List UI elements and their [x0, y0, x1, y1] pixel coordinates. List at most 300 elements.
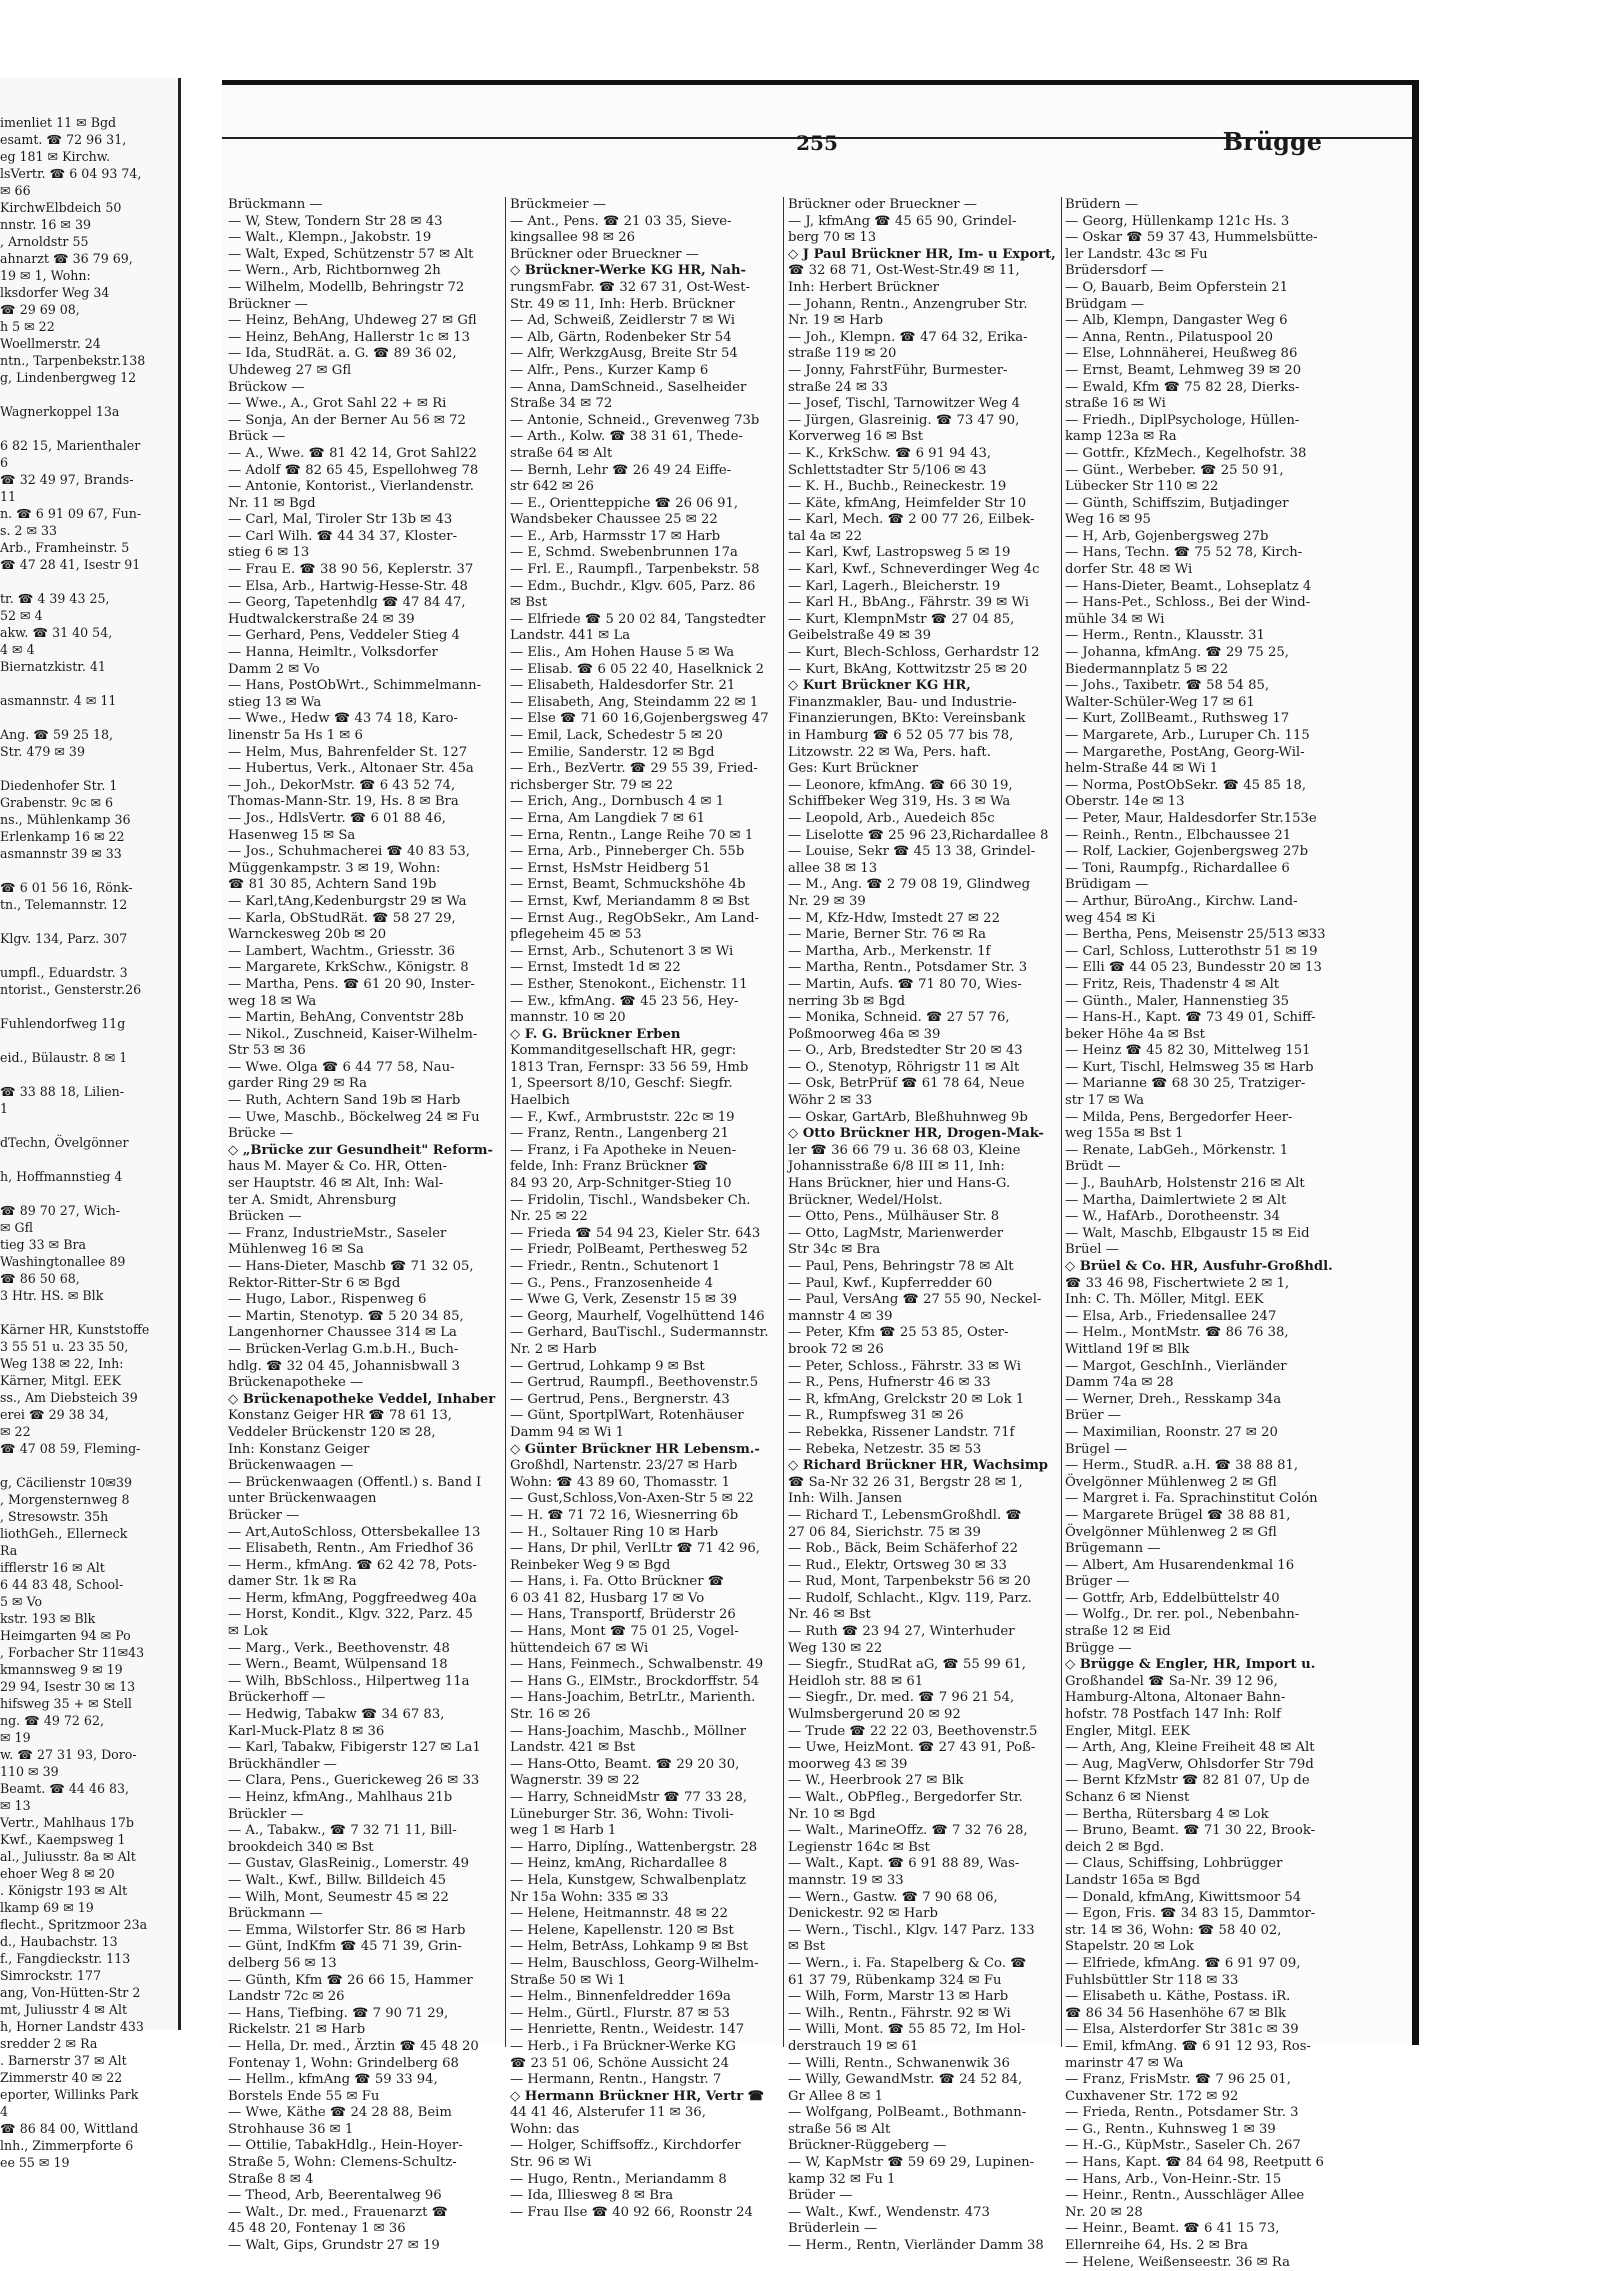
directory-entry-line: ◇ Brügge & Engler, HR, Import u.	[1065, 1657, 1316, 1673]
left-page-line: umpfl., Eduardstr. 3	[0, 965, 128, 980]
left-page-line: esamt. ☎ 72 96 31,	[0, 132, 127, 147]
directory-entry-line: — Frieda ☎ 54 94 23, Kieler Str. 643	[510, 1225, 761, 1241]
left-page-line: 3 Htr. HS. ✉ Blk	[0, 1288, 104, 1303]
directory-entry-line: — Gerhard, BauTischl., Sudermannstr.	[510, 1325, 769, 1341]
directory-entry-line: — Adolf ☎ 82 65 45, Espellohweg 78	[228, 462, 479, 478]
directory-entry-line: — Ernst, HsMstr Heidberg 51	[510, 860, 711, 876]
left-page-line: ☎ 32 49 97, Brands-	[0, 472, 134, 487]
left-page-line: Simrockstr. 177	[0, 1968, 102, 1983]
directory-entry-line: Brüer —	[1065, 1408, 1121, 1424]
directory-entry-line: — Leopold, Arb., Auedeich 85c	[788, 810, 995, 826]
directory-entry-line: — Wwe. Olga ☎ 6 44 77 58, Nau-	[228, 1059, 455, 1075]
directory-entry-line: Brücke —	[228, 1126, 294, 1142]
directory-entry-line: — Hans-Joachim, Maschb., Möllner	[510, 1723, 747, 1739]
directory-entry-line: 44 41 46, Alsterufer 11 ✉ 36,	[510, 2105, 706, 2121]
directory-entry-line: str. 14 ✉ 36, Wohn: ☎ 58 40 02,	[1065, 1922, 1282, 1938]
directory-entry-line: — Siegfr., Dr. med. ☎ 7 96 21 54,	[788, 1690, 1015, 1706]
directory-entry-line: — Willi, Mont. ☎ 55 85 72, Im Hol-	[788, 2022, 1026, 2038]
directory-entry-line: Damm 2 ✉ Vo	[228, 661, 320, 677]
left-page-line: flecht., Spritzmoor 23a	[0, 1917, 148, 1932]
directory-entry-line: — Ernst, Beamt, Lehmweg 39 ✉ 20	[1065, 362, 1302, 378]
page-header	[222, 85, 1412, 156]
directory-entry-line: — Franz, IndustrieMstr., Saseler	[228, 1225, 447, 1241]
directory-entry-line: — Helm., Binnenfeldredder 169a	[510, 1989, 731, 2005]
directory-entry-line: — Karl, Mech. ☎ 2 00 77 26, Eilbek-	[788, 512, 1035, 528]
left-page-line: w. ☎ 27 31 93, Doro-	[0, 1747, 137, 1762]
directory-entry-line: — Osk, BetrPrüf ☎ 61 78 64, Neue	[788, 1076, 1025, 1092]
directory-entry-line: — H., Soltauer Ring 10 ✉ Harb	[510, 1524, 719, 1540]
directory-entry-line: weg 1 ✉ Harb 1	[510, 1823, 617, 1839]
left-page-line: ☎ 6 01 56 16, Rönk-	[0, 880, 133, 895]
directory-entry-line: — Ewald, Kfm ☎ 75 82 28, Dierks-	[1065, 379, 1300, 395]
directory-entry-line: — Walt., Kwf., Wendenstr. 473	[788, 2204, 990, 2220]
directory-entry-line: — Bertha, Rütersbarg 4 ✉ Lok	[1065, 1806, 1269, 1822]
directory-entry-line: weg 18 ✉ Wa	[228, 993, 317, 1009]
directory-entry-line: — Käte, kfmAng, Heimfelder Str 10	[788, 495, 1027, 511]
directory-entry-line: Nr. 46 ✉ Bst	[788, 1607, 871, 1623]
directory-entry-line: hüttendeich 67 ✉ Wi	[510, 1640, 649, 1656]
directory-entry-line: — Rolf, Lackier, Gojenbergsweg 27b	[1065, 844, 1309, 860]
column-divider	[505, 197, 506, 2047]
directory-entry-line: mannstr. 10 ✉ 20	[510, 1010, 626, 1026]
directory-entry-line: moorweg 43 ✉ 39	[788, 1756, 908, 1772]
left-page-line	[0, 420, 149, 437]
left-page-line: Heimgarten 94 ✉ Po	[0, 1628, 131, 1643]
directory-entry-line: Biedermannplatz 5 ✉ 22	[1065, 661, 1229, 677]
directory-entry-line: — Liselotte ☎ 25 96 23,Richardallee 8	[788, 827, 1049, 843]
directory-entry-line: ◇ Hermann Brückner HR, Vertr ☎	[510, 2088, 765, 2104]
directory-entry-line: Poßmoorweg 46a ✉ 39	[788, 1026, 941, 1042]
directory-entry-line: allee 38 ✉ 13	[788, 860, 878, 876]
left-page-line: asmannstr. 4 ✉ 11	[0, 693, 117, 708]
left-page-line: ✉ Gfl	[0, 1220, 34, 1235]
left-page-line: ✉ 22	[0, 1424, 31, 1439]
left-page-line: mt, Juliusstr 4 ✉ Alt	[0, 2002, 128, 2017]
left-page-line: ☎ 86 50 68,	[0, 1271, 80, 1286]
directory-entry-line: — Wilh., Rentn., Fährstr. 92 ✉ Wi	[788, 2005, 1011, 2021]
directory-entry-line: — W, KapMstr ☎ 59 69 29, Lupinen-	[788, 2155, 1035, 2171]
left-page-line: 6 44 83 48, School-	[0, 1577, 124, 1592]
directory-entry-line: — Wwe G, Verk, Zesenstr 15 ✉ 39	[510, 1292, 738, 1308]
left-page-fragment	[0, 78, 181, 2170]
directory-entry-line: — W., Heerbrook 27 ✉ Blk	[788, 1773, 964, 1789]
directory-entry-line: — Otto, LagMstr, Marienwerder	[788, 1225, 1004, 1241]
directory-entry-line: — Karl, Tabakw, Fibigerstr 127 ✉ La1	[228, 1740, 481, 1756]
directory-entry-line: Inh: Herbert Brückner	[788, 279, 939, 295]
directory-entry-line: — Carl, Mal, Tiroler Str 13b ✉ 43	[228, 512, 453, 528]
directory-entry-line: — Heinz ☎ 45 82 30, Mittelweg 151	[1065, 1043, 1311, 1059]
directory-entry-line: mühle 34 ✉ Wi	[1065, 611, 1165, 627]
left-page-line: sredder 2 ✉ Ra	[0, 2036, 98, 2051]
directory-entry-line: — Karl,tAng,Kedenburgstr 29 ✉ Wa	[228, 893, 467, 909]
directory-entry-line: — Gottfr., KfzMech., Kegelhofstr. 38	[1065, 445, 1307, 461]
directory-entry-line: — Milda, Pens, Bergedorfer Heer-	[1065, 1109, 1293, 1125]
directory-entry-line: — Elfriede, kfmAng. ☎ 6 91 97 09,	[1065, 1955, 1301, 1971]
left-page-line: h, Hoffmannstieg 4	[0, 1169, 123, 1184]
left-page-line: , Morgensternweg 8	[0, 1492, 130, 1507]
left-page-line: Erlenkamp 16 ✉ 22	[0, 829, 125, 844]
directory-entry-line: Kommanditgesellschaft HR, gegr:	[510, 1043, 737, 1059]
directory-entry-line: — Hela, Kunstgew, Schwalbenplatz	[510, 1872, 746, 1888]
directory-entry-line: — Donald, kfmAng, Kiwittsmoor 54	[1065, 1889, 1302, 1905]
directory-entry-line: delberg 56 ✉ 13	[228, 1955, 337, 1971]
directory-entry-line: — Günth, Kfm ☎ 26 66 15, Hammer	[228, 1972, 473, 1988]
directory-entry-line: — Gertrud, Lohkamp 9 ✉ Bst	[510, 1358, 705, 1374]
directory-entry-line: — K. H., Buchb., Reineckestr. 19	[788, 479, 1007, 495]
left-page-line: . Königstr 193 ✉ Alt	[0, 1883, 128, 1898]
directory-entry-line: — Hella, Dr. med., Ärztin ☎ 45 48 20	[228, 2038, 479, 2054]
directory-entry-line: — Friedh., DiplPsychologe, Hüllen-	[1065, 412, 1300, 428]
left-page-line: ntn., Tarpenbekstr.138	[0, 353, 146, 368]
directory-entry-line: — Margarete Brügel ☎ 38 88 81,	[1065, 1507, 1291, 1523]
directory-entry-line: — Karl, Kwf, Lastropsweg 5 ✉ 19	[788, 545, 1011, 561]
directory-entry-line: Str. 16 ✉ 26	[510, 1707, 591, 1723]
left-page-line: Vertr., Mahlhaus 17b	[0, 1815, 134, 1830]
directory-entry-line: — Gottfr, Arb, Eddelbüttelstr 40	[1065, 1590, 1280, 1606]
left-page-line: Biernatzkistr. 41	[0, 659, 106, 674]
directory-entry-line: — Martha, Daimlertwiete 2 ✉ Alt	[1065, 1192, 1287, 1208]
directory-entry-line: — Frau Ilse ☎ 40 92 66, Roonstr 24	[510, 2204, 753, 2220]
directory-entry-line: helm-Straße 44 ✉ Wi 1	[1065, 761, 1219, 777]
directory-entry-line: — Ernst Aug., RegObSekr., Am Land-	[510, 910, 760, 926]
left-page-line	[0, 1066, 149, 1083]
directory-entry-line: — Erna, Arb., Pinneberger Ch. 55b	[510, 844, 745, 860]
directory-entry-line: — Rud., Elektr, Ortsweg 30 ✉ 33	[788, 1557, 1007, 1573]
directory-entry-line: linenstr 5a Hs 1 ✉ 6	[228, 728, 363, 743]
left-page-line: hifsweg 35 + ✉ Stell	[0, 1696, 132, 1711]
directory-entry-line: felde, Inh: Franz Brückner ☎	[510, 1159, 709, 1175]
directory-entry-line: — Renate, LabGeh., Mörkenstr. 1	[1065, 1142, 1289, 1158]
directory-entry-line: — Karl, Kwf., Schneverdinger Weg 4c	[788, 562, 1040, 578]
directory-entry-line: — Heinz, BehAng, Hallerstr 1c ✉ 13	[228, 329, 471, 345]
directory-entry-line: Wittland 19f ✉ Blk	[1065, 1341, 1190, 1357]
directory-entry-line: mannstr. 19 ✉ 33	[788, 1872, 904, 1888]
directory-entry-line: Nr. 11 ✉ Bgd	[228, 495, 316, 511]
left-page-line	[0, 1304, 149, 1321]
directory-entry-line: — Harro, Diplíng., Wattenbergstr. 28	[510, 1839, 758, 1855]
left-page-line: lsVertr. ☎ 6 04 93 74,	[0, 166, 142, 181]
directory-entry-line: — Carl Wilh. ☎ 44 34 37, Kloster-	[228, 528, 458, 544]
directory-entry-line: — Kurt, Tischl, Helmsweg 35 ✉ Harb	[1065, 1059, 1314, 1075]
directory-entry-line: weg 454 ✉ Ki	[1065, 910, 1156, 926]
left-page-line: liothGeh., Ellerneck	[0, 1526, 128, 1541]
directory-entry-line: — Ad, Schweiß, Zeidlerstr 7 ✉ Wi	[510, 313, 736, 329]
left-page-line: tr. ☎ 4 39 43 25,	[0, 591, 110, 606]
left-page-line: 29 94, Isestr 30 ✉ 13	[0, 1679, 136, 1694]
directory-entry-line: Weg 16 ✉ 95	[1065, 512, 1151, 528]
directory-entry-line: — E., Arb, Harmsstr 17 ✉ Harb	[510, 528, 721, 544]
directory-entry-line: ◇ F. G. Brückner Erben	[510, 1026, 681, 1042]
directory-entry-line: ◇ Brückenapotheke Veddel, Inhaber	[228, 1391, 496, 1407]
directory-entry-line: — Karl H., BbAng., Fährstr. 39 ✉ Wi	[788, 595, 1030, 611]
directory-entry-line: — Wern., Beamt, Wülpensand 18	[228, 1657, 448, 1673]
directory-entry-line: Legienstr 164c ✉ Bst	[788, 1839, 930, 1855]
directory-entry-line: Cuxhavener Str. 172 ✉ 92	[1065, 2088, 1239, 2104]
directory-entry-line: Wohn: das	[510, 2121, 580, 2137]
directory-entry-line: — Alfr., Pens., Kurzer Kamp 6	[510, 362, 709, 378]
directory-entry-line: Str 53 ✉ 36	[228, 1043, 306, 1059]
directory-entry-line: Weg 130 ✉ 22	[788, 1640, 883, 1656]
directory-entry-line: — Claus, Schiffsing, Lohbrügger	[1065, 1856, 1283, 1872]
directory-column-3	[788, 197, 1058, 2254]
directory-entry-line: ◇ Richard Brückner HR, Wachsimp	[788, 1458, 1049, 1474]
directory-entry-line: Wagnerstr. 39 ✉ 22	[510, 1773, 640, 1789]
directory-entry-line: — Marianne ☎ 68 30 25, Tratziger-	[1065, 1076, 1306, 1092]
directory-entry-line: — Erna, Rentn., Lange Reihe 70 ✉ 1	[510, 827, 754, 843]
directory-entry-line: — Herm., StudR. a.H. ☎ 38 88 81,	[1065, 1458, 1299, 1474]
directory-entry-line: — Johanna, kfmAng. ☎ 29 75 25,	[1065, 645, 1289, 661]
directory-entry-line: — Antonie, Schneid., Grevenweg 73b	[510, 412, 760, 428]
left-page-line: Str. 479 ✉ 39	[0, 744, 85, 759]
directory-entry-line: — Karl, Lagerh., Bleicherstr. 19	[788, 578, 1001, 594]
directory-entry-line: Brügemann —	[1065, 1541, 1161, 1557]
directory-entry-line: — Margret i. Fa. Sprachinstitut Colón	[1065, 1491, 1318, 1507]
directory-entry-line: Uhdeweg 27 ✉ Gfl	[228, 362, 352, 378]
directory-entry-line: — Martin, Stenotyp. ☎ 5 20 34 85,	[228, 1308, 464, 1324]
directory-entry-line: Övelgönner Mühlenweg 2 ✉ Gfl	[1065, 1524, 1277, 1540]
left-page-line	[0, 1185, 149, 1202]
directory-entry-line: — Herm., Rentn., Klausstr. 31	[1065, 628, 1265, 644]
directory-entry-line: — Karla, ObStudRät. ☎ 58 27 29,	[228, 910, 456, 926]
directory-entry-line: — Ernst, Beamt, Schmuckshöhe 4b	[510, 877, 746, 893]
directory-entry-line: — O, Bauarb, Beim Opferstein 21	[1065, 279, 1289, 295]
directory-entry-line: — Wolfg., Dr. rer. pol., Nebenbahn-	[1065, 1607, 1300, 1623]
directory-entry-line: — Heinz, BehAng, Uhdeweg 27 ✉ Gfl	[228, 313, 477, 329]
left-page-line: 52 ✉ 4	[0, 608, 43, 623]
directory-entry-line: hofstr. 78 Postfach 147 Inh: Rolf	[1065, 1707, 1281, 1723]
directory-column-1	[228, 197, 503, 2254]
directory-entry-line: — Ruth ☎ 23 94 27, Winterhuder	[788, 1624, 1015, 1640]
directory-entry-line: — Erna, Am Langdiek 7 ✉ 61	[510, 810, 706, 826]
left-page-line: 4 ✉ 4	[0, 642, 35, 657]
left-page-line: lksdorfer Weg 34	[0, 285, 110, 300]
directory-entry-line: Brückenwaagen —	[228, 1458, 354, 1474]
directory-entry-line: — Bernt KfzMstr ☎ 82 81 07, Up de	[1065, 1773, 1310, 1789]
left-page-line: ehoer Weg 8 ✉ 20	[0, 1866, 115, 1881]
directory-entry-line: — Uwe, Maschb., Böckelweg 24 ✉ Fu	[228, 1109, 480, 1125]
directory-entry-line: beker Höhe 4a ✉ Bst	[1065, 1026, 1205, 1042]
directory-entry-line: — Marie, Berner Str. 76 ✉ Ra	[788, 927, 986, 943]
directory-entry-line: ☎ 81 30 85, Achtern Sand 19b	[228, 877, 437, 893]
directory-entry-line: Brüdersdorf —	[1065, 263, 1164, 279]
left-page-line: Wagnerkoppel 13a	[0, 404, 120, 419]
left-page-line: lkamp 69 ✉ 19	[0, 1900, 94, 1915]
directory-entry-line: — Theod, Arb, Beerentalweg 96	[228, 2188, 442, 2204]
directory-entry-line: — Ernst, Imstedt 1d ✉ 22	[510, 960, 681, 976]
left-page-line: Washingtonallee 89	[0, 1254, 126, 1269]
directory-entry-line: — Elis., Am Hohen Hause 5 ✉ Wa	[510, 645, 735, 661]
directory-entry-line: — Elsa, Arb., Friedensallee 247	[1065, 1308, 1277, 1324]
directory-entry-line: — Oskar ☎ 59 37 43, Hummelsbütte-	[1065, 230, 1318, 246]
directory-entry-line: — Franz, Rentn., Langenberg 21	[510, 1126, 729, 1142]
directory-entry-line: — Reinh., Rentn., Elbchaussee 21	[1065, 827, 1292, 843]
directory-entry-line: Konstanz Geiger HR ☎ 78 61 13,	[228, 1408, 452, 1424]
directory-entry-line: ler Landstr. 43c ✉ Fu	[1065, 246, 1208, 262]
directory-entry-line: ✉ Bst	[510, 595, 547, 611]
left-page-line: Woellmerstr. 24	[0, 336, 101, 351]
directory-entry-line: Schlettstadter Str 5/106 ✉ 43	[788, 462, 987, 478]
directory-entry-line: — Wilh, Form, Marstr 13 ✉ Harb	[788, 1989, 1009, 2005]
directory-entry-line: — Helm., Gürtl., Flurstr. 87 ✉ 53	[510, 2005, 730, 2021]
directory-entry-line: Thomas-Mann-Str. 19, Hs. 8 ✉ Bra	[228, 794, 459, 810]
directory-entry-line: Fuhlsbüttler Str 118 ✉ 33	[1065, 1972, 1239, 1988]
directory-entry-line: ◇ J Paul Brückner HR, Im- u Export,	[788, 246, 1056, 262]
directory-entry-line: Nr. 29 ✉ 39	[788, 893, 866, 909]
directory-entry-line: — Friedr., Rentn., Schutenort 1	[510, 1259, 721, 1274]
directory-entry-line: Lübecker Str 110 ✉ 22	[1065, 479, 1219, 495]
left-page-line: ☎ 89 70 27, Wich-	[0, 1203, 120, 1218]
directory-entry-line: Landstr. 441 ✉ La	[510, 628, 631, 644]
directory-entry-line: — Brücken-Verlag G.m.b.H., Buch-	[228, 1341, 459, 1357]
directory-entry-line: Brückner —	[228, 296, 308, 312]
directory-entry-line: — J., BauhArb, Holstenstr 216 ✉ Alt	[1065, 1176, 1305, 1192]
directory-entry-line: Finanzmakler, Bau- und Industrie-	[788, 694, 1017, 710]
directory-entry-line: — Alfr, WerkzgAusg, Breite Str 54	[510, 346, 738, 362]
directory-entry-line: — Otto, Pens., Mülhäuser Str. 8	[788, 1209, 1000, 1225]
directory-entry-line: richsberger Str. 79 ✉ 22	[510, 777, 674, 793]
directory-entry-line: — Erich, Ang., Dornbusch 4 ✉ 1	[510, 794, 725, 810]
directory-entry-line: — Wilhelm, Modellb, Behringstr 72	[228, 279, 465, 295]
directory-entry-line: — Fritz, Reis, Thadenstr 4 ✉ Alt	[1065, 976, 1280, 992]
directory-entry-line: Landstr 165a ✉ Bgd	[1065, 1872, 1201, 1888]
directory-entry-line: 1, Speersort 8/10, Geschf: Siegfr.	[510, 1076, 733, 1092]
directory-entry-line: — Jos., HdlsVertr. ☎ 6 01 88 46,	[228, 810, 446, 826]
left-page-line: kstr. 193 ✉ Blk	[0, 1611, 96, 1626]
directory-entry-line: — Arthur, BüroAng., Kirchw. Land-	[1065, 893, 1298, 909]
directory-entry-line: ◇ Kurt Brückner KG HR,	[788, 678, 971, 694]
directory-entry-line: Nr. 25 ✉ 22	[510, 1209, 588, 1225]
left-page-line	[0, 709, 149, 726]
directory-entry-line: — Herb., i Fa Brückner-Werke KG	[510, 2038, 736, 2054]
directory-entry-line: — Wilh, BbSchloss., Hilpertweg 11a	[228, 1673, 470, 1689]
directory-entry-line: Mühlenweg 16 ✉ Sa	[228, 1242, 364, 1258]
directory-entry-line: — Helene, Weißenseestr. 36 ✉ Ra	[1065, 2254, 1290, 2270]
directory-entry-line: ◇ „Brücke zur Gesundheit" Reform-	[228, 1142, 493, 1158]
directory-entry-line: — Helm., MontMstr. ☎ 86 76 38,	[1065, 1325, 1289, 1341]
directory-entry-line: — Walt., Klempn., Jakobstr. 19	[228, 230, 432, 246]
directory-entry-line: — Elisabeth u. Käthe, Postass. iR.	[1065, 1989, 1291, 2005]
directory-entry-line: — Heinz, kmAng, Richardallee 8	[510, 1856, 728, 1872]
directory-entry-line: — Hugo, Rentn., Meriandamm 8	[510, 2171, 727, 2187]
left-page-line: 5 ✉ Vo	[0, 1594, 43, 1609]
directory-entry-line: — Rud, Mont, Tarpenbekstr 56 ✉ 20	[788, 1574, 1031, 1590]
directory-entry-line: ter A. Smidt, Ahrensburg	[228, 1192, 397, 1208]
left-page-line: 1	[0, 1101, 9, 1116]
left-page-line: eid., Bülaustr. 8 ✉ 1	[0, 1050, 128, 1065]
directory-entry-line: Brückner oder Brueckner —	[510, 246, 699, 262]
directory-entry-line: straße 24 ✉ 33	[788, 379, 889, 395]
directory-entry-line: Hamburg-Altona, Altonaer Bahn-	[1065, 1690, 1286, 1706]
directory-entry-line: deich 2 ✉ Bgd.	[1065, 1839, 1165, 1855]
directory-entry-line: Hans Brückner, hier und Hans-G.	[788, 1176, 1011, 1192]
directory-entry-line: — Elsa, Arb., Hartwig-Hesse-Str. 48	[228, 578, 468, 594]
directory-entry-line: — Holger, Schiffsoffz., Kirchdorfer	[510, 2138, 741, 2154]
directory-entry-line: — Hans, Techn. ☎ 75 52 78, Kirch-	[1065, 545, 1303, 561]
left-page-line: ☎ 86 84 00, Wittland	[0, 2121, 139, 2136]
left-page-line: nnstr. 16 ✉ 39	[0, 217, 91, 232]
directory-entry-line: Oberstr. 14e ✉ 13	[1065, 794, 1185, 810]
directory-entry-line: unter Brückenwaagen	[228, 1491, 377, 1507]
directory-entry-line: — Wern., Gastw. ☎ 7 90 68 06,	[788, 1889, 998, 1905]
directory-entry-line: — Ant., Pens. ☎ 21 03 35, Sieve-	[510, 213, 732, 229]
left-page-line: Kwf., Kaempsweg 1	[0, 1832, 126, 1847]
directory-entry-line: — Joh., DekorMstr. ☎ 6 43 52 74,	[228, 777, 456, 793]
directory-entry-line: — Elisabeth, Haldesdorfer Str. 21	[510, 678, 736, 694]
directory-entry-line: Rektor-Ritter-Str 6 ✉ Bgd	[228, 1275, 401, 1291]
left-page-line	[0, 386, 149, 403]
directory-entry-line: — Hans, Kapt. ☎ 84 64 98, Reetputt 6	[1065, 2155, 1324, 2171]
directory-entry-line: Rickelstr. 21 ✉ Harb	[228, 2022, 366, 2038]
directory-entry-line: — K., KrkSchw. ☎ 6 91 94 43,	[788, 445, 992, 461]
directory-entry-line: — Hans, Tiefbing. ☎ 7 90 71 29,	[228, 2005, 449, 2021]
directory-entry-line: — Jonny, FahrstFühr, Burmester-	[788, 362, 1008, 378]
directory-entry-line: Brückmann —	[228, 1906, 323, 1922]
directory-entry-line: Litzowstr. 22 ✉ Wa, Pers. haft.	[788, 744, 991, 760]
directory-entry-line: — Margarete, KrkSchw., Königstr. 8	[228, 960, 469, 976]
directory-entry-line: Brüdern —	[1065, 197, 1138, 212]
directory-entry-line: — Egon, Fris. ☎ 34 83 15, Dammtor-	[1065, 1906, 1316, 1922]
directory-entry-line: 61 37 79, Rübenkamp 324 ✉ Fu	[788, 1972, 1002, 1988]
left-page-line: Arb., Framheinstr. 5	[0, 540, 130, 555]
directory-entry-line: — Arth., Kolw. ☎ 38 31 61, Thede-	[510, 429, 743, 445]
directory-entry-line: Nr. 2 ✉ Harb	[510, 1341, 597, 1357]
directory-entry-line: ✉ Bst	[788, 1939, 825, 1955]
directory-entry-line: Nr. 10 ✉ Bgd	[788, 1806, 876, 1822]
directory-entry-line: — Anna, Rentn., Pilatuspool 20	[1065, 329, 1273, 345]
directory-entry-line: Schanz 6 ✉ Nienst	[1065, 1790, 1190, 1805]
directory-entry-line: Brüger —	[1065, 1574, 1130, 1590]
directory-entry-line: — Kurt, ZollBeamt., Ruthsweg 17	[1065, 711, 1290, 727]
left-page-line: Diedenhofer Str. 1	[0, 778, 118, 793]
directory-entry-line: Brüder —	[788, 2188, 853, 2204]
directory-entry-line: Brüdigam —	[1065, 877, 1149, 893]
left-page-line: eporter, Willinks Park	[0, 2087, 139, 2102]
directory-entry-line: — Walt., ObPfleg., Bergedorfer Str.	[788, 1790, 1023, 1805]
directory-entry-line: — Hugo, Labor., Rispenweg 6	[228, 1292, 427, 1308]
left-page-line: Kärner HR, Kunststoffe	[0, 1322, 150, 1337]
directory-entry-line: — H.-G., KüpMstr., Saseler Ch. 267	[1065, 2138, 1301, 2154]
left-page-line: ifflerstr 16 ✉ Alt	[0, 1560, 105, 1575]
directory-entry-line: — W, Stew, Tondern Str 28 ✉ 43	[228, 213, 443, 229]
directory-entry-line: — Wolfgang, PolBeamt., Bothmann-	[788, 2105, 1027, 2121]
directory-entry-line: Inh: Konstanz Geiger	[228, 1441, 370, 1457]
left-page-line: kmannsweg 9 ✉ 19	[0, 1662, 123, 1677]
directory-entry-line: — Werner, Dreh., Resskamp 34a	[1065, 1391, 1282, 1407]
directory-entry-line: Reinbeker Weg 9 ✉ Bgd	[510, 1557, 671, 1573]
directory-entry-line: — Günt, IndKfm ☎ 45 71 39, Grin-	[228, 1939, 462, 1955]
left-page-line	[0, 998, 149, 1015]
left-page-line: ahnarzt ☎ 36 79 69,	[0, 251, 133, 266]
directory-entry-line: Brückenapotheke —	[228, 1375, 364, 1391]
directory-entry-line: stieg 6 ✉ 13	[228, 545, 310, 561]
directory-entry-line: Johannisstraße 6/8 III ✉ 11, Inh:	[788, 1159, 1005, 1175]
directory-entry-line: Nr 15a Wohn: 335 ✉ 33	[510, 1889, 669, 1905]
directory-entry-line: 45 48 20, Fontenay 1 ✉ 36	[228, 2221, 406, 2237]
directory-entry-line: — Willy, GewandMstr. ☎ 24 52 84,	[788, 2072, 1023, 2088]
directory-entry-line: — Gustav, GlasReinig., Lomerstr. 49	[228, 1856, 470, 1872]
directory-entry-line: — Paul, VersAng ☎ 27 55 90, Neckel-	[788, 1292, 1042, 1308]
directory-entry-line: Karl-Muck-Platz 8 ✉ 36	[228, 1723, 385, 1739]
directory-entry-line: — Günth, Schiffszim, Butjadinger	[1065, 495, 1289, 511]
directory-entry-line: Brüderlein —	[788, 2221, 878, 2237]
left-page-line: ☎ 33 88 18, Lilien-	[0, 1084, 125, 1099]
directory-entry-line: — Ernst, Arb., Schutenort 3 ✉ Wi	[510, 943, 734, 959]
directory-entry-line: straße 12 ✉ Eid	[1065, 1624, 1171, 1640]
directory-entry-line: — A., Wwe. ☎ 81 42 14, Grot Sahl22	[228, 445, 477, 461]
directory-entry-line: — Martha, Pens. ☎ 61 20 90, Inster-	[228, 976, 475, 992]
directory-entry-line: Brückler —	[228, 1806, 304, 1822]
directory-entry-line: — Peter, Kfm ☎ 25 53 85, Oster-	[788, 1325, 1009, 1341]
